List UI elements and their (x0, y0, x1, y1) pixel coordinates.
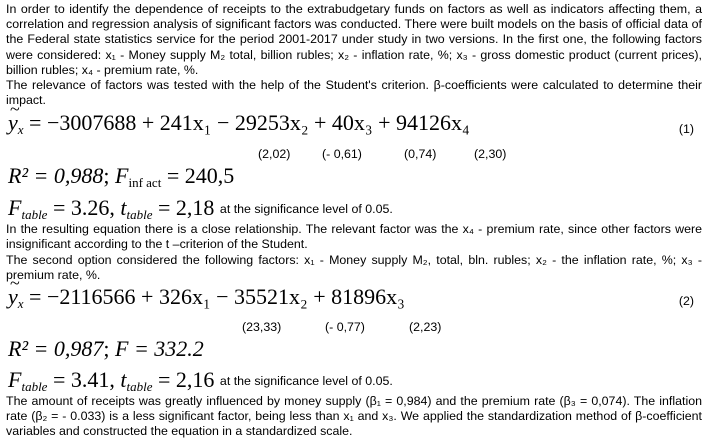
equation-2-rhs: = −2116566 + 326x₁ − 35521x₂ + 81896x₃ (29, 284, 405, 309)
equation-1-table-values: $F_{table} = 3.26$, $t_{table} = 2,18$ at the significance level of 0.05. (8, 195, 393, 222)
significance-note: at the significance level of 0.05. (219, 374, 393, 388)
option-2-paragraph: The second option considered the following factors: x₁ - Money supply M₂, total, bln. rubles; x₂ - the inflation rate, %; x₃ - premium rate, %. (6, 253, 702, 283)
equation-2-table-values: $F_{table} = 3.41$, $t_{table} = 2,16$ at the significance level of 0.05. (8, 367, 393, 394)
equation-1: ~ $y_x = -3007688 + 241x_1 - 29253x_2 + 40x_3 + 94126x_4$ (8, 110, 470, 138)
t-value: (23,33) (242, 320, 282, 334)
equation-1-rhs: = −3007688 + 241x₁ − 29253x₂ + 40x₃ + 94126x₄ (29, 110, 470, 135)
significance-note: at the significance level of 0.05. (219, 202, 393, 216)
t-value: (2,23) (409, 320, 442, 334)
equation-2-stats: R² = 0,987; F = 332.2 (8, 336, 204, 361)
t-value: (2,02) (258, 147, 291, 161)
intro-paragraph: In order to identify the dependence of receipts to the extrabudgetary funds on factors as well as indicators affecting them, a correlation and regression analysis of significant factors was conducted. There were built models on the basis of official data of the Federal state statistics service for the period 2001-2017 under study in two versions. In the first one, the following factors were considered: x₁ - Money supply M₂ total, billion rubles; x₂ - inflation rate, %; x₃ - gross domestic product (current prices), billion rubles; x₄ - premium rate, %. (6, 2, 702, 77)
relevance-paragraph: The relevance of factors was tested with the help of the Student's criterion. β-coefficients were calculated to determine their impact. (6, 78, 702, 108)
equation-1-number: (1) (678, 122, 694, 136)
amount-paragraph: The amount of receipts was greatly influenced by money supply (β₁ = 0,984) and the premium rate (β₃ = 0,074). The inflation rate (β₂ = - 0.033) is a less significant factor, being less than x₁ and x₃. We applied the standardization method of β-coefficient variables and constructed the equation in a standardized scale. (6, 394, 702, 439)
result-paragraph: In the resulting equation there is a close relationship. The relevant factor was the x₄ - premium rate, since other factors were insignificant according to the t –criterion of the Student. (6, 222, 702, 252)
t-value: (- 0,61) (322, 147, 362, 161)
equation-1-stats: R² = 0,988; $F_{inf act} = 240,5$ (8, 163, 235, 190)
t-value: (0,74) (404, 147, 437, 161)
equation-2-number: (2) (678, 294, 694, 308)
equation-2: ~ $y_x = -2116566 + 326x_1 - 35521x_2 + 81896x_3$ (8, 284, 405, 312)
t-value: (2,30) (474, 147, 507, 161)
t-value: (- 0,77) (325, 320, 365, 334)
